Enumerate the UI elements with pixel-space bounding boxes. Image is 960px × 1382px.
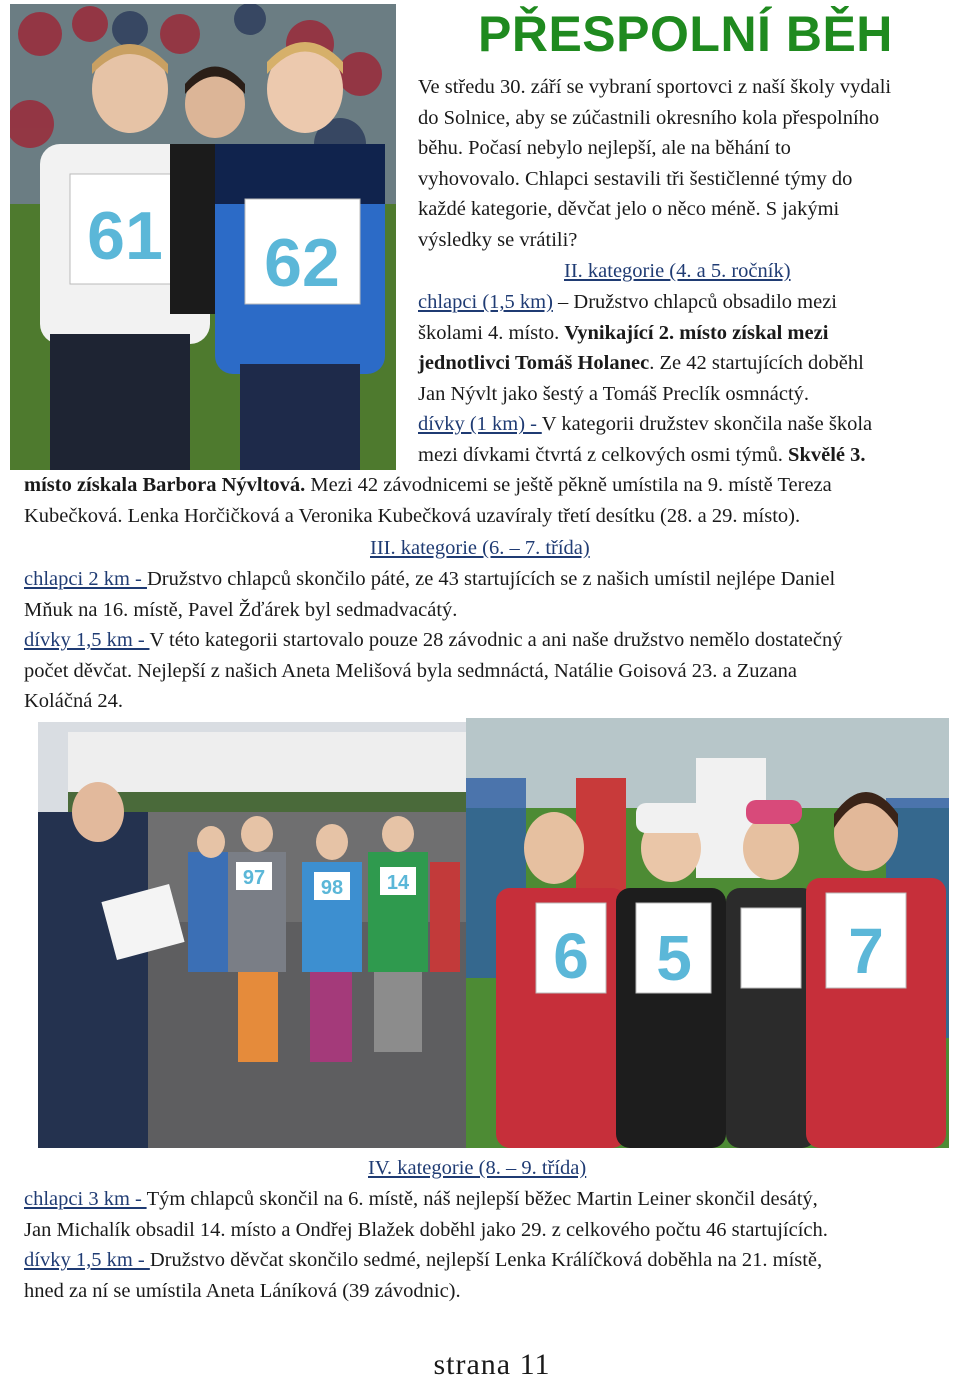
cat2-boys-text: školami 4. místo.: [418, 321, 565, 344]
cat2-boys-label: chlapci (1,5 km): [418, 291, 553, 313]
cat2-boys-text: – Družstvo chlapců obsadilo mezi: [552, 291, 837, 313]
cat4-girls-text: hned za ní se umístila Aneta Láníková (39 závodnic).: [24, 1279, 461, 1302]
cat4-heading: IV. kategorie (8. – 9. třída): [368, 1157, 587, 1179]
cat2-boys-text: Jan Nývlt jako šestý a Tomáš Preclík osmnáctý.: [418, 382, 810, 405]
bib-97: 97: [242, 867, 266, 889]
page-title: PŘESPOLNÍ BĚH: [478, 6, 893, 62]
cat3-girls-text: V této kategorii startovalo pouze 28 závodnic a ani naše družstvo nemělo dostatečný: [149, 629, 843, 652]
cat3-girls-text: počet děvčat. Nejlepší z našich Aneta Melišová byla sedmnáctá, Natálie Goisová 23. a Zuzana: [24, 659, 798, 682]
cat4-boys-text: Jan Michalík obsadil 14. místo a Ondřej Blažek doběhl jako 29. z celkového počtu 46 startujících.: [24, 1218, 828, 1241]
cat3-boys-label: chlapci 2 km -: [24, 568, 147, 590]
intro-line: Ve středu 30. září se vybraní sportovci z naší školy vydali: [418, 76, 892, 98]
cat3-girls-text: Koláčná 24.: [24, 690, 124, 713]
cat2-girls-highlight: Skvělé 3.: [788, 444, 866, 466]
cat2-girls-text: mezi dívkami čtvrtá z celkových osmi týmů.: [418, 444, 789, 466]
photo-girls-group: [466, 718, 949, 1148]
cat3-boys-text: Mňuk na 16. místě, Pavel Žďárek byl sedmadvacátý.: [24, 598, 458, 621]
cat3-girls-label: dívky 1,5 km -: [24, 629, 150, 652]
bib-61: 61: [87, 198, 163, 274]
cat2-heading: II. kategorie (4. a 5. ročník): [564, 260, 791, 282]
cat2-girls-highlight: místo získala Barbora Nývltová.: [24, 474, 306, 496]
intro-line: výsledky se vrátili?: [418, 229, 578, 251]
cat4-girls-text: Družstvo děvčat skončilo sedmé, nejlepší Lenka Králíčková doběhla na 21. místě,: [149, 1249, 823, 1272]
bib-7: 7: [848, 915, 884, 987]
cat4-boys-text: Tým chlapců skončil na 6. místě, náš nejlepší běžec Martin Leiner skončil desátý,: [146, 1188, 818, 1210]
page-number: strana 11: [433, 1348, 551, 1381]
cat2-boys-highlight: Vynikající 2. místo získal mezi: [564, 321, 829, 344]
bib-6: 6: [553, 920, 589, 992]
cat2-girls-text: Mezi 42 závodnicemi se ještě pěkně umístila na 9. místě Tereza: [305, 474, 832, 496]
cat4-boys-label: chlapci 3 km -: [24, 1188, 147, 1210]
cat2-boys-highlight: jednotlivci Tomáš Holanec: [418, 352, 650, 375]
cat2-girls-label: dívky (1 km) -: [418, 413, 542, 436]
bib-5: 5: [656, 922, 692, 994]
photo-boys: [10, 4, 396, 470]
bib-14: 14: [386, 872, 410, 894]
cat2-girls-text: Kubečková. Lenka Horčičková a Veronika Kubečková uzavíraly třetí desítku (28. a 29. místo).: [24, 504, 801, 527]
intro-line: každé kategorie, děvčat jelo o něco méně. S jakými: [418, 198, 840, 221]
intro-line: běhu. Počasí nebylo nejlepší, ale na běhání to: [418, 137, 791, 160]
cat4-girls-label: dívky 1,5 km -: [24, 1249, 150, 1272]
intro-line: vyhovovalo. Chlapci sestavili tři šestičlenné týmy do: [418, 167, 853, 190]
bib-62: 62: [264, 225, 340, 301]
bib-98: 98: [320, 877, 344, 899]
cat2-girls-text: V kategorii družstev skončila naše škola: [541, 413, 873, 436]
cat2-boys-text: . Ze 42 startujících doběhl: [649, 352, 864, 375]
cat3-heading: III. kategorie (6. – 7. třída): [370, 537, 590, 559]
cat3-boys-text: Družstvo chlapců skončilo páté, ze 43 startujících se z našich umístil nejlépe Daniel: [146, 568, 836, 590]
intro-line: do Solnice, aby se zúčastnili okresního kola přespolního: [418, 106, 880, 129]
photo-runners-stadium: [38, 722, 468, 1148]
